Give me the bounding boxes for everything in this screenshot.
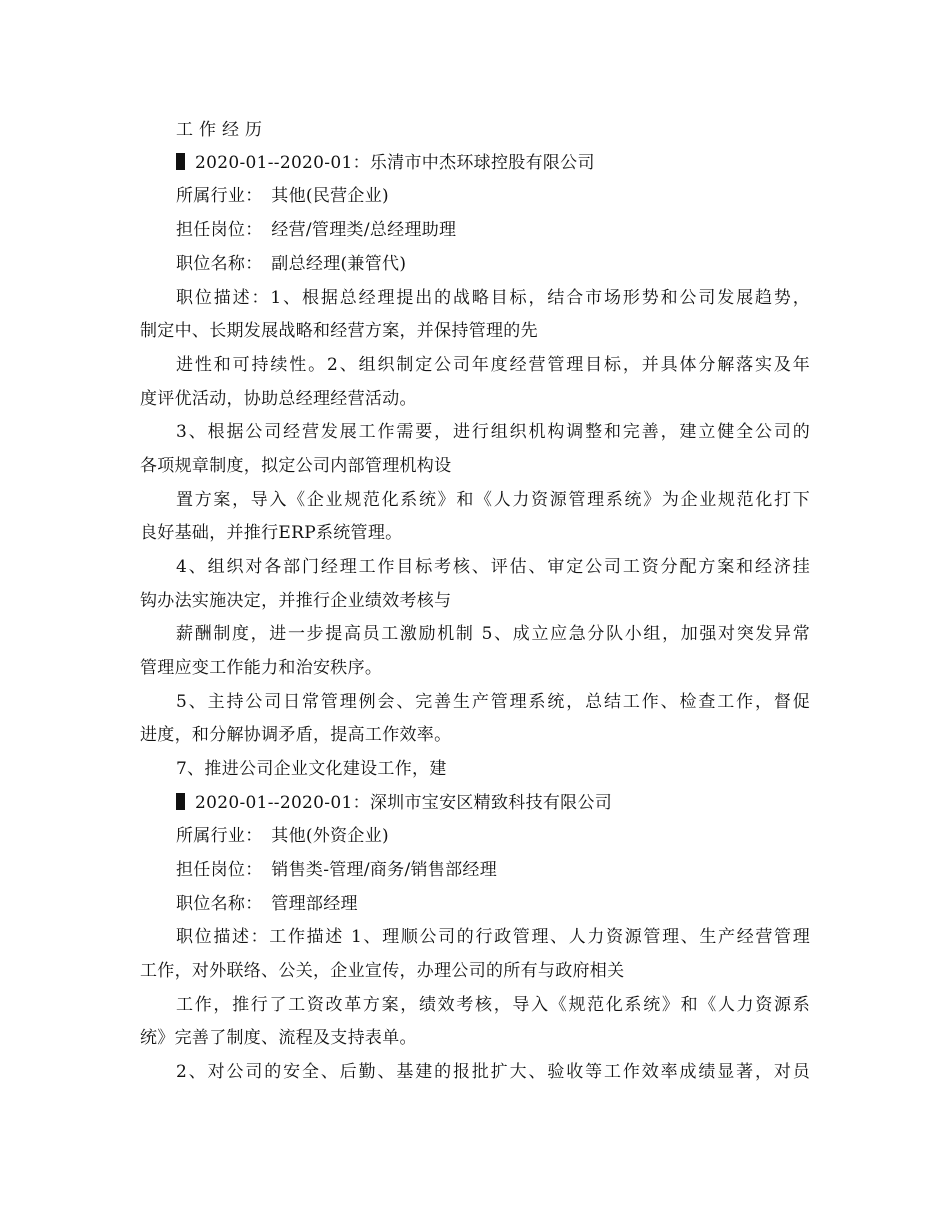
job-desc-line: 工作，推行了工资改革方案，绩效考核，导入《规范化系统》和《人力资源系 (176, 995, 810, 1015)
job-title: 职位名称： 副总经理(兼管代) (176, 254, 407, 274)
job-header: 2020-01--2020-01：深圳市宝安区精致科技有限公司 (176, 793, 612, 813)
job-industry: 所属行业： 其他(外资企业) (176, 826, 389, 846)
bullet-marker-icon (176, 153, 185, 170)
job-desc-line: 职位描述：1、根据总经理提出的战略目标，结合市场形势和公司发展趋势， (176, 288, 810, 308)
job-desc-line: 管理应变工作能力和治安秩序。 (140, 658, 383, 678)
job-desc-line: 4、组织对各部门经理工作目标考核、评估、审定公司工资分配方案和经济挂 (176, 557, 810, 577)
job-desc-line: 2、对公司的安全、后勤、基建的报批扩大、验收等工作效率成绩显著，对员 (176, 1062, 810, 1082)
job-desc-line: 职位描述：工作描述 1、理顺公司的行政管理、人力资源管理、生产经营管理 (176, 927, 810, 947)
job-desc-line: 度评优活动，协助总经理经营活动。 (140, 389, 417, 409)
job-desc-line: 各项规章制度，拟定公司内部管理机构设 (140, 456, 452, 476)
job-desc-line: 进度，和分解协调矛盾，提高工作效率。 (140, 725, 452, 745)
job-desc-line: 统》完善了制度、流程及支持表单。 (140, 1028, 417, 1048)
job-desc-line: 工作，对外联络、公关，企业宣传，办理公司的所有与政府相关 (140, 961, 625, 981)
job-desc-line: 良好基础，并推行ERP系统管理。 (140, 523, 403, 543)
job-desc-line: 置方案，导入《企业规范化系统》和《人力资源管理系统》为企业规范化打下 (176, 490, 810, 510)
job-desc-line: 钩办法实施决定，并推行企业绩效考核与 (140, 591, 452, 611)
job-industry: 所属行业： 其他(民营企业) (176, 186, 389, 206)
job-title: 职位名称： 管理部经理 (176, 894, 358, 914)
job-desc-line: 7、推进公司企业文化建设工作，建 (176, 759, 447, 779)
job-desc-line: 5、主持公司日常管理例会、完善生产管理系统，总结工作、检查工作，督促 (176, 692, 810, 712)
job-header: 2020-01--2020-01：乐清市中杰环球控股有限公司 (176, 153, 595, 173)
job-desc-line: 制定中、长期发展战略和经营方案，并保持管理的先 (140, 321, 538, 341)
job-desc-line: 3、根据公司经营发展工作需要，进行组织机构调整和完善，建立健全公司的 (176, 422, 810, 442)
job-post: 担任岗位： 经营/管理类/总经理助理 (176, 220, 457, 240)
job-desc-line: 进性和可持续性。2、组织制定公司年度经营管理目标，并具体分解落实及年 (176, 355, 810, 375)
section-title: 工 作 经 历 (176, 120, 263, 140)
job-post: 担任岗位： 销售类-管理/商务/销售部经理 (176, 860, 497, 880)
bullet-marker-icon (176, 793, 185, 810)
job-desc-line: 薪酬制度，进一步提高员工激励机制 5、成立应急分队小组，加强对突发异常 (176, 624, 810, 644)
